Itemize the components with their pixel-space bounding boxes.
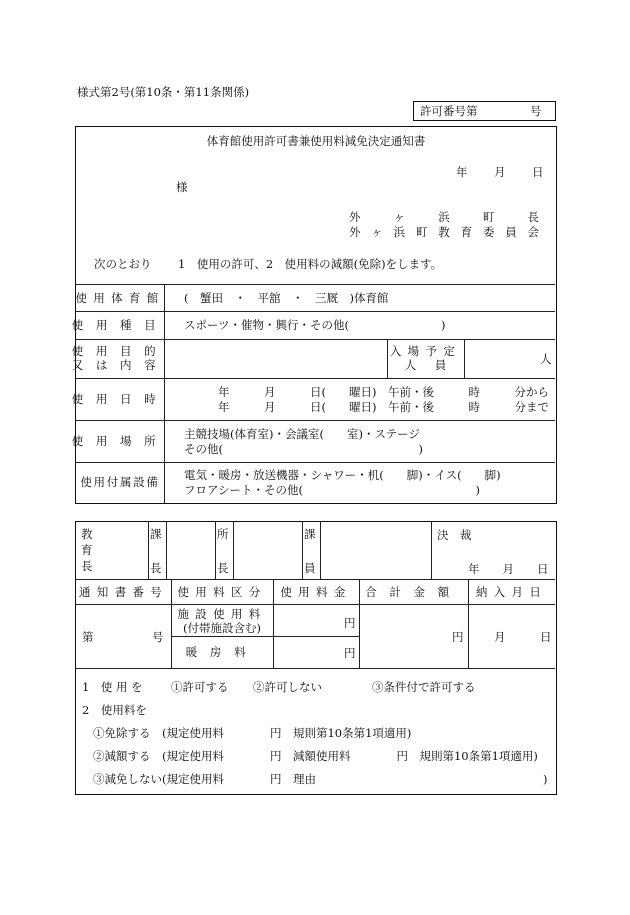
- date-year: 年: [456, 165, 468, 179]
- header-total: 合計金額: [365, 585, 462, 599]
- issuer-mayor-char: ヶ: [393, 210, 406, 224]
- education-chief-char: 長: [81, 559, 93, 573]
- attendance-unit: 人: [540, 352, 552, 366]
- place-line-2: その他( ): [184, 442, 423, 456]
- staff-char: 員: [304, 561, 316, 575]
- notice-no-suffix: 号: [152, 630, 164, 644]
- decision-label: 決 裁: [437, 528, 472, 542]
- gym-value: ( 蟹田 ・ 平舘 ・ 三厩 )体育館: [184, 291, 389, 305]
- heating-fee-label: 暖房料: [185, 645, 259, 659]
- attendance-label-2: 人員: [404, 358, 465, 372]
- date-day: 日: [532, 165, 544, 179]
- fee-option-exempt: ①免除する (規定使用料 円 規則第10条第1項適用): [93, 726, 412, 740]
- decision-1-option-permit: ①許可する: [171, 680, 229, 694]
- section-chief-char: 課: [150, 527, 162, 541]
- place-label: 使用場所: [71, 434, 169, 448]
- decision-1-option-deny: ②許可しない: [253, 680, 322, 694]
- place-line-1: 主競技場(体育室)・会議室( 室)・ステージ: [184, 427, 420, 441]
- header-fee-category: 使用料区分: [177, 585, 267, 599]
- education-chief-char: 育: [81, 543, 93, 557]
- date-month: 月: [494, 165, 506, 179]
- header-notice-number: 通知書番号: [78, 585, 169, 599]
- purpose-label-2: 又は内容: [71, 358, 169, 372]
- issuer-board-char: 育: [460, 225, 473, 239]
- notice-no-prefix: 第: [82, 630, 94, 644]
- heating-fee-yen: 円: [344, 646, 356, 660]
- datetime-line-2: 年 月 日( 曜日) 午前・後 時 分まで: [218, 400, 549, 414]
- fee-option-no-reduction-close: ): [543, 772, 548, 786]
- office-chief-char: 長: [217, 561, 229, 575]
- permit-number-suffix: 号: [530, 104, 542, 118]
- issuer-board-char: 教: [438, 225, 450, 239]
- payment-date: 月 日: [494, 630, 552, 644]
- decision-1-option-conditional: ③条件付で許可する: [372, 680, 476, 694]
- purpose-label: 使用目的: [71, 344, 169, 358]
- form-title: 体育館使用許可書兼使用料減免決定通知書: [206, 134, 426, 148]
- intro-text: 次のとおり: [94, 257, 152, 271]
- issuer-board-char: ヶ: [371, 225, 383, 239]
- decision-date: 年 月 日: [468, 562, 549, 576]
- education-chief-char: 教: [81, 527, 93, 541]
- facility-fee-note: (付帯施設含む): [183, 621, 261, 635]
- issuer-board-char: 員: [505, 225, 517, 239]
- permit-number-box: [413, 101, 556, 121]
- decision-1-label: 1 使 用 を: [82, 680, 143, 694]
- approver-education-chief: [81, 527, 93, 573]
- issuer-mayor: [349, 210, 539, 224]
- issuer-board-char: 浜: [393, 225, 406, 239]
- gym-label: 使用体育館: [75, 291, 165, 305]
- permit-number-label: 許可番号第: [420, 104, 478, 118]
- total-yen: 円: [452, 630, 464, 644]
- office-chief-char: 所: [217, 527, 229, 541]
- staff-char: 課: [304, 527, 316, 541]
- approver-office-chief: [217, 527, 229, 575]
- datetime-line-1: 年 月 日( 曜日) 午前・後 時 分から: [218, 385, 549, 399]
- approver-staff: [304, 527, 316, 575]
- form-code: 様式第2号(第10条・第11条関係): [77, 85, 250, 99]
- addressee-suffix: 様: [176, 180, 188, 194]
- decision-2-label: 2 使用料を: [82, 703, 147, 717]
- issuer-mayor-char: 長: [527, 210, 539, 224]
- type-label: 使用種目: [71, 318, 169, 332]
- header-fee-amount: 使用料金: [280, 585, 352, 599]
- datetime-label: 使用日時: [71, 392, 169, 406]
- header-payment-date: 納入月日: [475, 585, 548, 599]
- section-chief-char: 長: [150, 561, 162, 575]
- facility-fee-label: 施設使用料: [177, 607, 267, 621]
- attendance-label: 入場予定: [389, 344, 462, 358]
- approval-form: [75, 521, 557, 795]
- facility-fee-yen: 円: [344, 616, 356, 630]
- issuer-mayor-char: 浜: [438, 210, 450, 224]
- issuer-board-char: 外: [349, 225, 361, 239]
- approver-section-chief: [150, 527, 162, 575]
- permit-form: [71, 126, 557, 504]
- issuer-board-char: 会: [527, 225, 539, 239]
- issuer-board-char: 委: [482, 225, 495, 239]
- issuer-board-char: 町: [415, 225, 428, 239]
- equipment-line-2: フロアシート・その他( ): [184, 483, 481, 497]
- equipment-line-1: 電気・暖房・放送機器・シャワー・机( 脚)・イス( 脚): [184, 468, 501, 482]
- fee-option-reduce: ②減額する (規定使用料 円 減額使用料 円 規則第10条第1項適用): [93, 749, 538, 763]
- issuer-mayor-char: 外: [349, 210, 361, 224]
- type-value: スポーツ・催物・興行・その他( ): [184, 318, 446, 332]
- fee-option-no-reduction: ③減免しない(規定使用料 円 理由: [93, 772, 316, 786]
- issuer-mayor-char: 町: [482, 210, 495, 224]
- intro-items: 1 使用の許可、2 使用料の減額(免除)をします。: [178, 257, 443, 271]
- equipment-label: 使用付属設備: [80, 475, 160, 489]
- issuer-board-of-education: [349, 225, 539, 239]
